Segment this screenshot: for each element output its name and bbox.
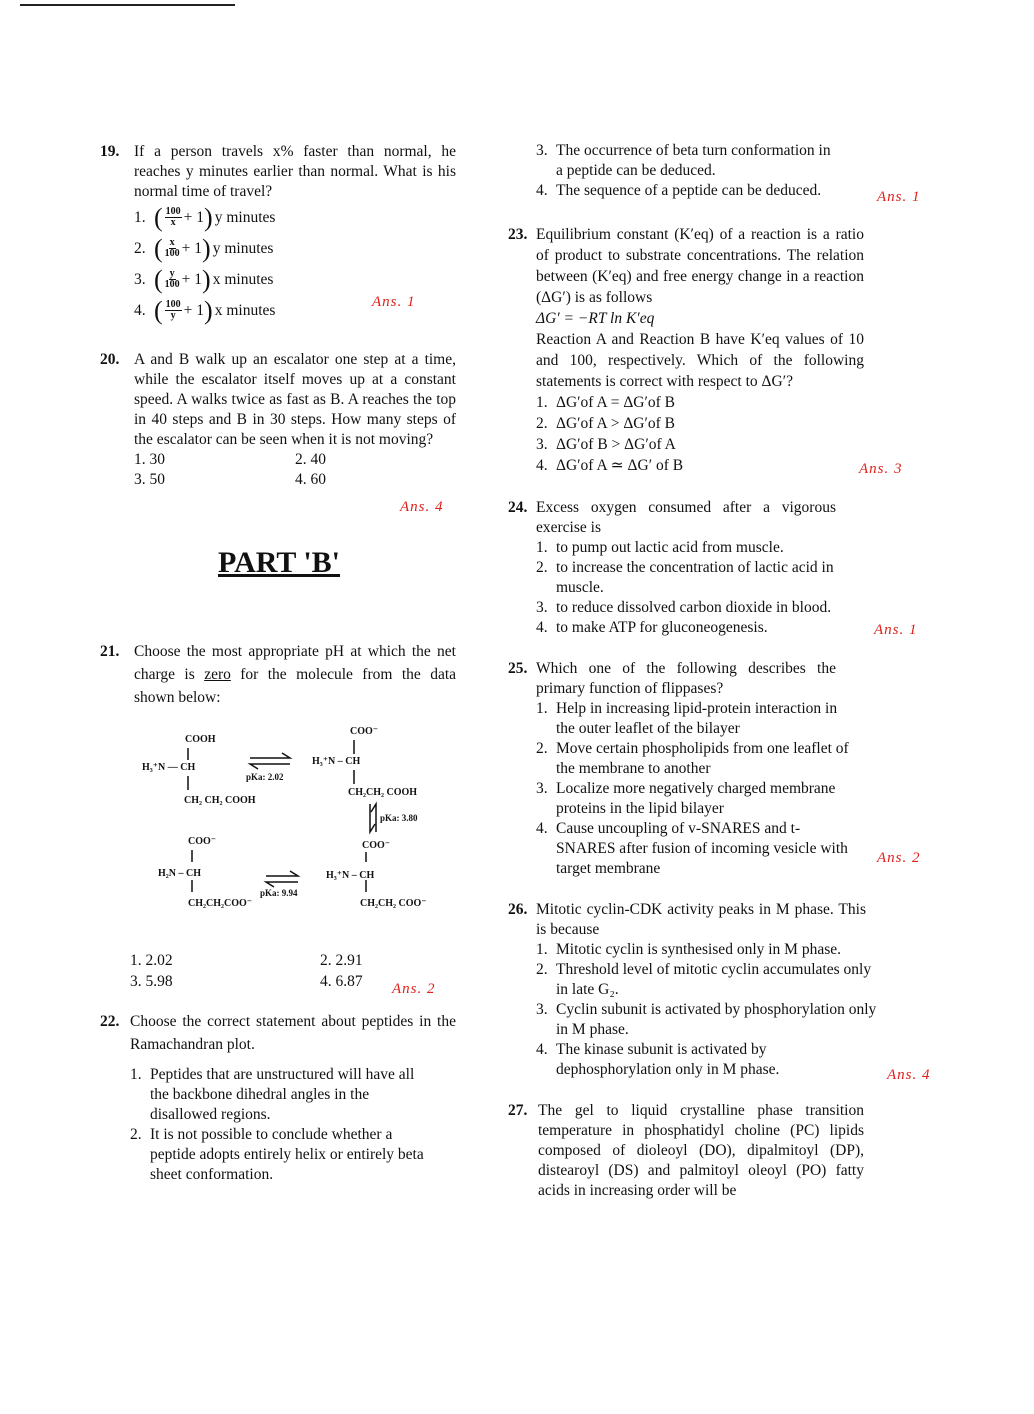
question-21-options bbox=[130, 950, 363, 992]
structure-2-mid: H₃⁺N – CH bbox=[312, 756, 361, 767]
option-number: 3. bbox=[536, 142, 548, 159]
structure-4-mid: H₂N – CH bbox=[158, 868, 201, 879]
option bbox=[536, 699, 858, 739]
option-number: 4. bbox=[536, 619, 548, 636]
option-text: Cyclin subunit is activated by phosphorylation only in M phase. bbox=[556, 1001, 877, 1038]
option-number: 2. bbox=[536, 415, 548, 432]
option bbox=[536, 779, 858, 819]
option: 2. 40 bbox=[295, 451, 326, 468]
answer-label: Ans. 3 bbox=[859, 461, 903, 477]
question-number: 27. bbox=[508, 1102, 528, 1119]
option bbox=[536, 960, 883, 1000]
answer-label: Ans. 4 bbox=[887, 1067, 931, 1083]
left-paren: ( bbox=[154, 295, 163, 325]
left-paren: ( bbox=[154, 202, 163, 232]
question-number: 23. bbox=[508, 226, 528, 243]
denominator: 100 bbox=[164, 248, 180, 259]
numerator: 100 bbox=[165, 206, 181, 217]
question-stem: Equilibrium constant (K′eq) of a reaction is a ratio of product to substrate concentrations. The relation between (K′eq) and free energy change in a reaction (ΔG′) is as follows bbox=[536, 226, 864, 306]
structure-3-top: COO⁻ bbox=[362, 840, 391, 851]
option bbox=[536, 618, 858, 638]
denominator: x bbox=[170, 217, 176, 228]
structure-3-mid: H₃⁺N – CH bbox=[326, 870, 375, 881]
fraction bbox=[165, 269, 180, 290]
unit: y minutes bbox=[212, 239, 274, 257]
question-22-options bbox=[96, 1065, 426, 1185]
question-number: 26. bbox=[508, 901, 528, 918]
numerator: y bbox=[169, 268, 175, 279]
option: 2. 2.91 bbox=[320, 952, 363, 969]
fraction bbox=[165, 207, 182, 228]
right-paren: ) bbox=[202, 233, 211, 263]
option-number: 3. bbox=[536, 436, 548, 453]
unit: y minutes bbox=[214, 208, 276, 226]
option-number: 3. bbox=[536, 780, 548, 797]
option-number: 1. bbox=[130, 1066, 142, 1083]
question-number: 22. bbox=[100, 1013, 120, 1030]
question-stem: The gel to liquid crystalline phase transition temperature in phosphatidyl choline (PC) lipids composed of dioleoyl (DO), dipalmitoyl (DP), distearoyl (DS) and palmitoyl oleoyl (PO) fatty acids in increasing order will be bbox=[538, 1102, 864, 1199]
answer-label: Ans. 1 bbox=[874, 622, 918, 638]
option-number: 2. bbox=[536, 961, 548, 978]
option-number: 1. bbox=[536, 700, 548, 717]
option bbox=[536, 940, 883, 960]
question-22 bbox=[100, 1010, 456, 1056]
option-text: ΔG′of B > ΔG′of A bbox=[556, 436, 676, 453]
option-number: 3. bbox=[536, 599, 548, 616]
stem-emphasis: zero bbox=[204, 666, 231, 683]
stem-text: for the molecule from the data shown below: bbox=[134, 666, 457, 706]
pka-label: pKa: 2.02 bbox=[246, 772, 284, 782]
option-text: It is not possible to conclude whether a peptide adopts entirely helix or entirely beta sheet conformation. bbox=[150, 1126, 424, 1183]
top-rule bbox=[20, 4, 235, 6]
unit: x minutes bbox=[212, 270, 274, 288]
structure-2-top: COO⁻ bbox=[350, 726, 379, 737]
option: 3. 50 bbox=[134, 471, 165, 488]
question-stem: A and B walk up an escalator one step at a time, while the escalator itself moves up at a constant speed. A walks twice as fast as B. A reaches the top in 40 steps and B in 30 steps. How many steps of the escalator can be seen when it is not moving? bbox=[134, 351, 456, 448]
option-number: 1. bbox=[134, 208, 146, 226]
option-text: to make ATP for gluconeogenesis. bbox=[556, 619, 768, 636]
option-text: Move certain phospholipids from one leaflet of the membrane to another bbox=[556, 740, 849, 777]
option bbox=[536, 455, 864, 476]
right-paren: ) bbox=[204, 202, 213, 232]
option bbox=[536, 392, 864, 413]
option-number: 4. bbox=[536, 457, 548, 474]
structure-2-bot: CH₂CH₂ COOH bbox=[348, 787, 418, 798]
option-number: 4. bbox=[536, 182, 548, 199]
structure-1-bot: CH₂ CH₂ COOH bbox=[184, 795, 256, 806]
option-number: 2. bbox=[134, 239, 146, 257]
addend: + 1 bbox=[181, 239, 203, 257]
options-row bbox=[134, 450, 456, 470]
option-text: to reduce dissolved carbon dioxide in blood. bbox=[556, 599, 832, 616]
option-text: Localize more negatively charged membrane proteins in the lipid bilayer bbox=[556, 780, 836, 817]
question-stem: Mitotic cyclin-CDK activity peaks in M phase. This is because bbox=[536, 901, 866, 938]
fraction bbox=[165, 300, 182, 321]
option-text: Cause uncoupling of v-SNARES and t-SNARES after fusion of incoming vesicle with target membrane bbox=[556, 820, 848, 877]
right-paren: ) bbox=[204, 295, 213, 325]
option-text: Peptides that are unstructured will have all the backbone dihedral angles in the disallowed regions. bbox=[150, 1066, 415, 1123]
option-number: 1. bbox=[536, 941, 548, 958]
answer-label: Ans. 2 bbox=[392, 981, 436, 997]
option: 3. 5.98 bbox=[130, 973, 173, 990]
option-text: The kinase subunit is activated by dephosphorylation only in M phase. bbox=[556, 1041, 780, 1078]
options-row bbox=[134, 470, 456, 490]
pka-label: pKa: 9.94 bbox=[260, 888, 298, 898]
equation: ΔG′ = −RT ln K′eq bbox=[536, 310, 655, 327]
question-27 bbox=[508, 1101, 864, 1201]
question-number: 21. bbox=[100, 643, 120, 660]
answer-label: Ans. 4 bbox=[400, 499, 444, 515]
option-text: Mitotic cyclin is synthesised only in M phase. bbox=[556, 941, 842, 958]
option-text: Help in increasing lipid-protein interaction in the outer leaflet of the bilayer bbox=[556, 700, 838, 737]
option-text: ΔG′of A = ΔG′of B bbox=[556, 394, 675, 411]
structure-3-bot: CH₂CH₂ COO⁻ bbox=[360, 898, 427, 909]
question-26 bbox=[508, 900, 883, 1080]
option-number: 3. bbox=[536, 1001, 548, 1018]
section-title: PART 'B' bbox=[218, 546, 341, 579]
option: 1. 2.02 bbox=[130, 952, 173, 969]
numerator: 100 bbox=[165, 299, 181, 310]
option-text: to pump out lactic acid from muscle. bbox=[556, 539, 784, 556]
question-24 bbox=[508, 498, 858, 638]
answer-label: Ans. 1 bbox=[372, 294, 416, 310]
denominator: y bbox=[170, 310, 176, 321]
option: 4. 6.87 bbox=[320, 973, 363, 990]
structure-4-bot: CH₂CH₂COO⁻ bbox=[188, 898, 253, 909]
option bbox=[536, 598, 858, 618]
option-number: 2. bbox=[536, 740, 548, 757]
structure-4-top: COO⁻ bbox=[188, 836, 217, 847]
denominator: 100 bbox=[164, 279, 180, 290]
option-number: 2. bbox=[536, 559, 548, 576]
unit: x minutes bbox=[214, 301, 276, 319]
left-paren: ( bbox=[154, 233, 163, 263]
structure-1-top: COOH bbox=[185, 734, 216, 745]
option bbox=[134, 202, 456, 233]
option bbox=[536, 819, 858, 879]
right-paren: ) bbox=[202, 264, 211, 294]
question-stem: Excess oxygen consumed after a vigorous exercise is bbox=[536, 499, 836, 536]
glutamate-ionization-diagram bbox=[130, 720, 450, 920]
structure-1-mid: H₃⁺N — CH bbox=[142, 762, 196, 773]
option bbox=[536, 538, 858, 558]
option-number: 2. bbox=[130, 1126, 142, 1143]
question-20 bbox=[100, 350, 456, 490]
question-stem: Choose the correct statement about peptides in the Ramachandran plot. bbox=[130, 1013, 456, 1053]
option-text: ΔG′of A ≃ ΔG′ of B bbox=[556, 457, 684, 474]
question-stem: Reaction A and Reaction B have K′eq values of 10 and 100, respectively. Which of the following statements is correct with respect to ΔG′? bbox=[536, 331, 864, 390]
question-number: 24. bbox=[508, 499, 528, 516]
question-stem: Which one of the following describes the primary function of flippases? bbox=[536, 660, 836, 697]
answer-label: Ans. 2 bbox=[877, 850, 921, 866]
option bbox=[536, 1040, 883, 1080]
question-22-continued bbox=[502, 141, 832, 201]
option-text: ΔG′of A > ΔG′of B bbox=[556, 415, 675, 432]
option bbox=[536, 1000, 883, 1040]
question-25 bbox=[508, 659, 858, 879]
option-number: 3. bbox=[134, 270, 146, 288]
question-21 bbox=[100, 640, 456, 709]
option-text: The occurrence of beta turn conformation in a peptide can be deduced. bbox=[556, 142, 831, 179]
option-number: 1. bbox=[536, 394, 548, 411]
fraction bbox=[165, 238, 180, 259]
option bbox=[134, 233, 456, 264]
option bbox=[536, 434, 864, 455]
option-text: Threshold level of mitotic cyclin accumulates only in late G₂. bbox=[556, 961, 872, 998]
question-23 bbox=[508, 224, 864, 476]
question-number: 19. bbox=[100, 143, 120, 160]
stem-text: Choose the most appropriate pH at which the net charge is bbox=[134, 643, 456, 683]
option: 1. 30 bbox=[134, 451, 165, 468]
option bbox=[536, 413, 864, 434]
numerator: x bbox=[169, 237, 175, 248]
addend: + 1 bbox=[181, 270, 203, 288]
question-number: 25. bbox=[508, 660, 528, 677]
addend: + 1 bbox=[183, 208, 205, 226]
option bbox=[536, 739, 858, 779]
answer-label: Ans. 1 bbox=[877, 189, 921, 205]
option-number: 4. bbox=[536, 820, 548, 837]
option-text: to increase the concentration of lactic acid in muscle. bbox=[556, 559, 834, 596]
option-number: 4. bbox=[134, 301, 146, 319]
option-number: 1. bbox=[536, 539, 548, 556]
pka-label: pKa: 3.80 bbox=[380, 813, 418, 823]
option bbox=[536, 558, 858, 598]
question-number: 20. bbox=[100, 351, 120, 368]
left-paren: ( bbox=[154, 264, 163, 294]
question-stem: If a person travels x% faster than normal, he reaches y minutes earlier than normal. What is his normal time of travel? bbox=[134, 143, 456, 200]
addend: + 1 bbox=[183, 301, 205, 319]
option-number: 4. bbox=[536, 1041, 548, 1058]
option-text: The sequence of a peptide can be deduced. bbox=[556, 182, 822, 199]
option: 4. 60 bbox=[295, 471, 326, 488]
option bbox=[134, 264, 456, 295]
